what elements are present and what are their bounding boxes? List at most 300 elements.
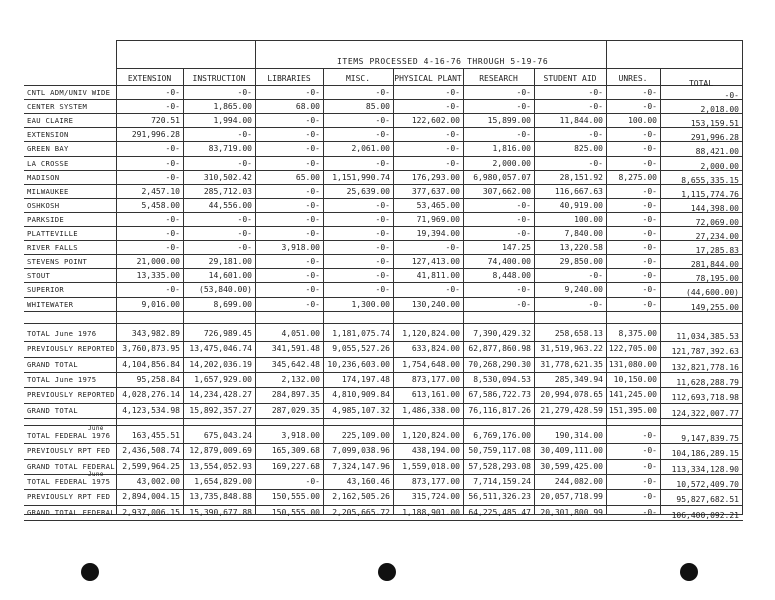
row-label: LA CROSSE: [27, 158, 69, 168]
grid-line-horizontal: [24, 418, 743, 419]
row-label: PREVIOUSLY REPORTED: [27, 390, 115, 400]
row-label: GRAND TOTAL: [27, 405, 78, 415]
row-value: 13,220.58: [559, 243, 603, 253]
row-value: 150,555.00: [271, 507, 320, 517]
row-value: 19,394.00: [416, 229, 460, 238]
row-value: 11,844.00: [559, 116, 603, 126]
row-value: 113,334,128.90: [671, 464, 739, 474]
row-value: 258,658.13: [554, 329, 603, 338]
row-value: 438,194.00: [411, 446, 460, 456]
row-value: 163,455.51: [131, 431, 180, 440]
column-header: STUDENT AID: [543, 74, 597, 83]
row-value: 112,693,718.98: [671, 393, 739, 403]
row-value: -0-: [642, 476, 657, 486]
row-value: -0-: [305, 144, 320, 154]
row-value: -0-: [375, 214, 390, 224]
row-value: 190,314.00: [554, 431, 603, 440]
row-value: -0-: [237, 158, 252, 168]
row-value: 153,159.51: [690, 119, 739, 129]
row-value: -0-: [516, 130, 531, 140]
row-value: 14,202,036.19: [189, 359, 252, 369]
row-value: -0-: [305, 130, 320, 140]
row-value: 95,258.84: [136, 374, 180, 384]
row-value: 4,051.00: [281, 329, 320, 338]
row-value: 149,255.00: [690, 302, 739, 312]
row-value: -0-: [642, 186, 657, 196]
row-value: 29,850.00: [559, 257, 603, 267]
row-value: 20,301,800.99: [540, 507, 603, 517]
row-value: 3,918.00: [281, 243, 320, 253]
row-value: 95,827,682.51: [676, 495, 739, 505]
column-header: PHYSICAL PLANT: [394, 74, 462, 83]
row-value: -0-: [588, 271, 603, 281]
row-value: 165,309.68: [271, 446, 320, 456]
row-value: 8,375.00: [618, 329, 657, 338]
row-value: 6,769,176.00: [473, 431, 531, 440]
grid-line-vertical: [606, 68, 607, 515]
row-value: 150,555.00: [271, 492, 320, 502]
row-value: -0-: [516, 102, 531, 112]
row-value: 291,996.28: [690, 133, 739, 143]
row-value: -0-: [642, 214, 657, 224]
row-value: -0-: [305, 476, 320, 486]
row-value: 100.00: [574, 214, 603, 224]
row-value: 11,034,385.53: [676, 332, 739, 341]
row-value: 144,398.00: [690, 203, 739, 213]
row-value: -0-: [516, 299, 531, 309]
grid-line-vertical: [463, 68, 464, 515]
grid-line-horizontal: [24, 127, 743, 128]
row-value: -0-: [375, 285, 390, 295]
row-label: EAU CLAIRE: [27, 116, 74, 126]
grid-line-vertical: [183, 68, 184, 515]
row-value: -0-: [375, 158, 390, 168]
grid-line-horizontal: [24, 443, 743, 444]
row-value: 1,486,338.00: [402, 405, 460, 415]
row-value: 7,324,147.96: [332, 461, 390, 471]
row-value: 825.00: [574, 144, 603, 154]
row-label: TOTAL June 1976: [27, 329, 97, 338]
row-value: 122,705.00: [608, 344, 657, 354]
row-value: 127,413.00: [411, 257, 460, 267]
grid-line-vertical: [255, 40, 256, 68]
grid-line-horizontal: [24, 113, 743, 114]
grid-line-horizontal: [24, 425, 743, 426]
row-value: 1,181,075.74: [332, 329, 390, 338]
row-label: STEVENS POINT: [27, 257, 88, 267]
row-value: -0-: [642, 102, 657, 112]
grid-line-horizontal: [24, 323, 743, 324]
row-value: 15,899.00: [487, 116, 531, 126]
row-value: 67,586,722.73: [468, 390, 531, 400]
grid-line-horizontal: [24, 212, 743, 213]
binder-hole: [378, 563, 396, 581]
row-label: RIVER FALLS: [27, 243, 78, 253]
row-label: TOTAL FEDERAL 1976: [27, 431, 111, 440]
row-value: 116,667.63: [554, 186, 603, 196]
row-value: 310,502.42: [203, 172, 252, 182]
grid-line-horizontal: [24, 489, 743, 490]
row-value: -0-: [445, 130, 460, 140]
row-value: 1,115,774.76: [681, 189, 739, 199]
row-value: 4,985,107.32: [332, 405, 390, 415]
row-value: 27,234.00: [695, 232, 739, 241]
row-note: June: [88, 470, 104, 478]
row-label: TOTAL FEDERAL 1975: [27, 476, 111, 486]
report-title: ITEMS PROCESSED 4-16-76 THROUGH 5-19-76: [337, 57, 549, 66]
row-value: 2,000.00: [492, 158, 531, 168]
row-value: 15,390,677.88: [189, 507, 252, 517]
row-value: -0-: [724, 91, 739, 100]
row-value: -0-: [588, 130, 603, 140]
grid-line-horizontal: [24, 372, 743, 373]
row-value: -0-: [642, 285, 657, 295]
row-label: PREVIOUSLY RPT FED: [27, 446, 111, 456]
grid-line-horizontal: [24, 357, 743, 358]
grid-line-horizontal: [24, 226, 743, 227]
row-value: 7,714,159.24: [473, 476, 531, 486]
row-value: 1,300.00: [351, 299, 390, 309]
row-value: -0-: [516, 229, 531, 238]
row-value: 726,989.45: [203, 329, 252, 338]
row-value: -0-: [375, 88, 390, 97]
row-value: 307,662.00: [482, 186, 531, 196]
row-value: 25,639.00: [346, 186, 390, 196]
row-value: 40,919.00: [559, 200, 603, 210]
grid-line-horizontal: [116, 68, 743, 69]
row-value: -0-: [305, 229, 320, 238]
grid-line-vertical: [660, 68, 661, 515]
grid-line-horizontal: [24, 297, 743, 298]
row-value: -0-: [588, 158, 603, 168]
row-value: 83,719.00: [208, 144, 252, 154]
row-value: 100.00: [628, 116, 657, 126]
row-value: 2,599,964.25: [122, 461, 180, 471]
row-value: 2,457.10: [141, 186, 180, 196]
row-value: 130,240.00: [411, 299, 460, 309]
row-value: -0-: [642, 144, 657, 154]
row-value: 1,994.00: [213, 116, 252, 126]
row-value: 68.00: [295, 102, 320, 112]
row-value: 9,240.00: [564, 285, 603, 295]
row-value: 4,104,856.84: [122, 359, 180, 369]
row-value: 10,150.00: [613, 374, 657, 384]
row-value: -0-: [445, 285, 460, 295]
row-value: -0-: [237, 243, 252, 253]
row-value: 1,120,824.00: [402, 431, 460, 440]
row-value: -0-: [375, 130, 390, 140]
row-label: STOUT: [27, 271, 51, 281]
row-value: 244,082.00: [554, 476, 603, 486]
row-value: 176,293.00: [411, 172, 460, 182]
row-value: 147.25: [502, 243, 531, 253]
row-value: 2,937,006.15: [122, 507, 180, 517]
row-value: 345,642.48: [271, 359, 320, 369]
row-value: -0-: [642, 271, 657, 281]
row-value: 285,349.94: [554, 374, 603, 384]
row-label: GREEN BAY: [27, 144, 69, 154]
row-value: 1,120,824.00: [402, 329, 460, 338]
row-note: June: [88, 425, 104, 432]
row-label: OSHKOSH: [27, 200, 60, 210]
row-value: -0-: [642, 431, 657, 440]
row-value: 20,057,718.99: [540, 492, 603, 502]
row-value: -0-: [305, 116, 320, 126]
row-value: 62,877,860.98: [468, 344, 531, 354]
row-value: 21,279,428.59: [540, 405, 603, 415]
grid-line-horizontal: [24, 505, 743, 506]
binder-hole: [680, 563, 698, 581]
row-value: 1,754,648.00: [402, 359, 460, 369]
grid-line-horizontal: [116, 40, 743, 41]
row-value: 2,894,004.15: [122, 492, 180, 502]
column-header: INSTRUCTION: [192, 74, 246, 83]
row-value: 8,699.00: [213, 299, 252, 309]
row-value: 124,322,007.77: [671, 408, 739, 418]
row-value: 7,840.00: [564, 229, 603, 238]
grid-line-horizontal: [24, 282, 743, 283]
grid-line-horizontal: [24, 85, 743, 86]
grid-line-horizontal: [24, 459, 743, 460]
grid-line-horizontal: [24, 156, 743, 157]
row-label: PARKSIDE: [27, 214, 65, 224]
row-value: 720.51: [151, 116, 180, 126]
row-value: 85.00: [365, 102, 390, 112]
row-value: 31,519,963.22: [540, 344, 603, 354]
row-value: 43,002.00: [136, 476, 180, 486]
row-value: 9,147,839.75: [681, 434, 739, 443]
row-value: 12,879,009.69: [189, 446, 252, 456]
row-value: 28,151.92: [559, 172, 603, 182]
row-value: 2,061.00: [351, 144, 390, 154]
row-value: -0-: [165, 102, 180, 112]
row-value: -0-: [445, 158, 460, 168]
grid-line-horizontal: [24, 403, 743, 404]
row-value: 9,055,527.26: [332, 344, 390, 354]
row-value: -0-: [642, 158, 657, 168]
row-value: 151,395.00: [608, 405, 657, 415]
row-value: -0-: [305, 158, 320, 168]
row-value: 1,654,829.00: [194, 476, 252, 486]
grid-line-vertical: [534, 68, 535, 515]
row-value: -0-: [375, 257, 390, 267]
row-value: 30,409,111.00: [540, 446, 603, 456]
grid-line-horizontal: [24, 254, 743, 255]
binder-hole: [81, 563, 99, 581]
row-value: 122,602.00: [411, 116, 460, 126]
row-value: 315,724.00: [411, 492, 460, 502]
row-value: -0-: [237, 130, 252, 140]
row-value: 78,195.00: [695, 274, 739, 284]
row-value: 13,335.00: [136, 271, 180, 281]
row-value: 225,109.00: [341, 431, 390, 440]
row-value: -0-: [445, 144, 460, 154]
row-value: 29,181.00: [208, 257, 252, 267]
row-value: 1,865.00: [213, 102, 252, 112]
row-value: 65.00: [295, 172, 320, 182]
row-value: 121,787,392.63: [671, 347, 739, 357]
row-value: 284,897.35: [271, 390, 320, 400]
row-value: 633,824.00: [411, 344, 460, 354]
grid-line-vertical: [255, 68, 256, 515]
row-value: 1,151,990.74: [332, 172, 390, 182]
row-value: 1,188,901.00: [402, 507, 460, 517]
row-value: 31,778,621.35: [540, 359, 603, 369]
grid-line-horizontal: [24, 141, 743, 142]
row-value: 7,099,038.96: [332, 446, 390, 456]
row-value: -0-: [305, 285, 320, 295]
row-value: 44,556.00: [208, 200, 252, 210]
grid-line-horizontal: [24, 240, 743, 241]
column-header: EXTENSION: [127, 74, 172, 83]
row-value: -0-: [375, 116, 390, 126]
row-value: 11,628,288.79: [676, 377, 739, 387]
row-value: 2,205,665.72: [332, 507, 390, 517]
grid-line-horizontal: [24, 99, 743, 100]
row-value: -0-: [642, 446, 657, 456]
row-value: 7,390,429.32: [473, 329, 531, 338]
row-value: 30,599,425.00: [540, 461, 603, 471]
row-value: -0-: [445, 102, 460, 112]
row-value: (44,600.00): [686, 288, 739, 298]
row-value: -0-: [642, 257, 657, 267]
row-value: -0-: [305, 200, 320, 210]
row-value: 13,475,046.74: [189, 344, 252, 354]
row-value: 675,043.24: [203, 431, 252, 440]
row-value: -0-: [516, 88, 531, 97]
row-value: -0-: [305, 299, 320, 309]
row-value: -0-: [165, 243, 180, 253]
row-label: EXTENSION: [27, 130, 69, 140]
grid-line-horizontal: [24, 268, 743, 269]
grid-line-horizontal: [24, 170, 743, 171]
row-value: 41,811.00: [416, 271, 460, 281]
row-value: 1,816.00: [492, 144, 531, 154]
grid-line-vertical: [393, 68, 394, 515]
row-value: 2,132.00: [281, 374, 320, 384]
row-value: -0-: [516, 200, 531, 210]
row-value: 20,994,078.65: [540, 390, 603, 400]
grid-line-horizontal: [24, 198, 743, 199]
row-value: 57,528,293.08: [468, 461, 531, 471]
row-value: 169,227.68: [271, 461, 320, 471]
row-value: -0-: [165, 229, 180, 238]
row-value: -0-: [445, 88, 460, 97]
row-value: -0-: [642, 507, 657, 517]
row-value: 70,268,290.30: [468, 359, 531, 369]
row-label: TOTAL June 1975: [27, 374, 97, 384]
row-value: 287,029.35: [271, 405, 320, 415]
grid-line-vertical: [606, 40, 607, 68]
row-value: -0-: [516, 214, 531, 224]
row-value: -0-: [642, 229, 657, 238]
row-label: CNTL ADM/UNIV WIDE: [27, 88, 111, 97]
row-value: -0-: [165, 214, 180, 224]
grid-line-horizontal: [24, 520, 743, 521]
row-value: -0-: [588, 299, 603, 309]
row-value: 2,162,505.26: [332, 492, 390, 502]
row-value: 13,554,052.93: [189, 461, 252, 471]
row-label: CENTER SYSTEM: [27, 102, 88, 112]
grid-line-horizontal: [24, 341, 743, 342]
row-value: -0-: [375, 229, 390, 238]
grid-line-horizontal: [24, 311, 743, 312]
row-value: 14,234,428.27: [189, 390, 252, 400]
column-header: LIBRARIES: [267, 74, 311, 83]
grid-line-vertical: [323, 68, 324, 515]
row-value: 4,810,909.84: [332, 390, 390, 400]
row-label: WHITEWATER: [27, 299, 74, 309]
row-value: 4,028,276.14: [122, 390, 180, 400]
row-value: 71,969.00: [416, 214, 460, 224]
row-value: 873,177.00: [411, 374, 460, 384]
row-value: 4,123,534.98: [122, 405, 180, 415]
row-value: 873,177.00: [411, 476, 460, 486]
row-label: PLATTEVILLE: [27, 229, 78, 238]
row-value: 141,245.00: [608, 390, 657, 400]
row-value: 174,197.48: [341, 374, 390, 384]
row-label: MADISON: [27, 172, 60, 182]
column-header: UNRES.: [618, 74, 648, 83]
grid-line-horizontal: [24, 184, 743, 185]
row-value: 64,225,485.47: [468, 507, 531, 517]
row-value: 10,236,603.00: [327, 359, 390, 369]
row-value: -0-: [642, 130, 657, 140]
row-value: 72,069.00: [695, 217, 739, 227]
row-value: -0-: [165, 172, 180, 182]
row-value: 43,160.46: [346, 476, 390, 486]
row-value: -0-: [305, 271, 320, 281]
row-value: -0-: [588, 88, 603, 97]
row-value: 8,448.00: [492, 271, 531, 281]
grid-line-horizontal: [24, 474, 743, 475]
row-value: 50,759,117.08: [468, 446, 531, 456]
row-value: 291,996.28: [131, 130, 180, 140]
row-value: -0-: [375, 271, 390, 281]
row-value: 106,400,092.21: [671, 510, 739, 520]
row-value: -0-: [305, 186, 320, 196]
row-value: 613,161.00: [411, 390, 460, 400]
row-value: 131,080.00: [608, 359, 657, 369]
row-value: -0-: [375, 243, 390, 253]
row-value: -0-: [165, 88, 180, 97]
row-value: 132,821,778.16: [671, 362, 739, 372]
row-value: -0-: [516, 285, 531, 295]
row-value: -0-: [642, 243, 657, 253]
row-value: 13,735,848.88: [189, 492, 252, 502]
row-label: PREVIOUSLY REPORTED: [27, 344, 115, 354]
column-header: MISC.: [345, 74, 371, 83]
row-value: -0-: [305, 88, 320, 97]
row-value: -0-: [165, 144, 180, 154]
row-value: -0-: [445, 243, 460, 253]
row-value: 8,655,335.15: [681, 175, 739, 185]
row-value: 3,760,873.95: [122, 344, 180, 354]
row-value: 8,530,094.53: [473, 374, 531, 384]
row-label: GRAND TOTAL FEDERAL: [27, 461, 115, 471]
row-value: -0-: [305, 257, 320, 267]
row-value: 2,018.00: [700, 105, 739, 115]
row-value: 56,511,326.23: [468, 492, 531, 502]
row-value: 104,186,289.15: [671, 449, 739, 459]
row-value: 53,465.00: [416, 200, 460, 210]
row-value: 2,000.00: [700, 161, 739, 171]
row-value: -0-: [305, 214, 320, 224]
row-label: GRAND TOTAL FEDERAL: [27, 507, 115, 517]
row-label: PREVIOUSLY RPT FED: [27, 492, 111, 502]
row-value: 21,000.00: [136, 257, 180, 267]
row-value: 88,421.00: [695, 147, 739, 157]
